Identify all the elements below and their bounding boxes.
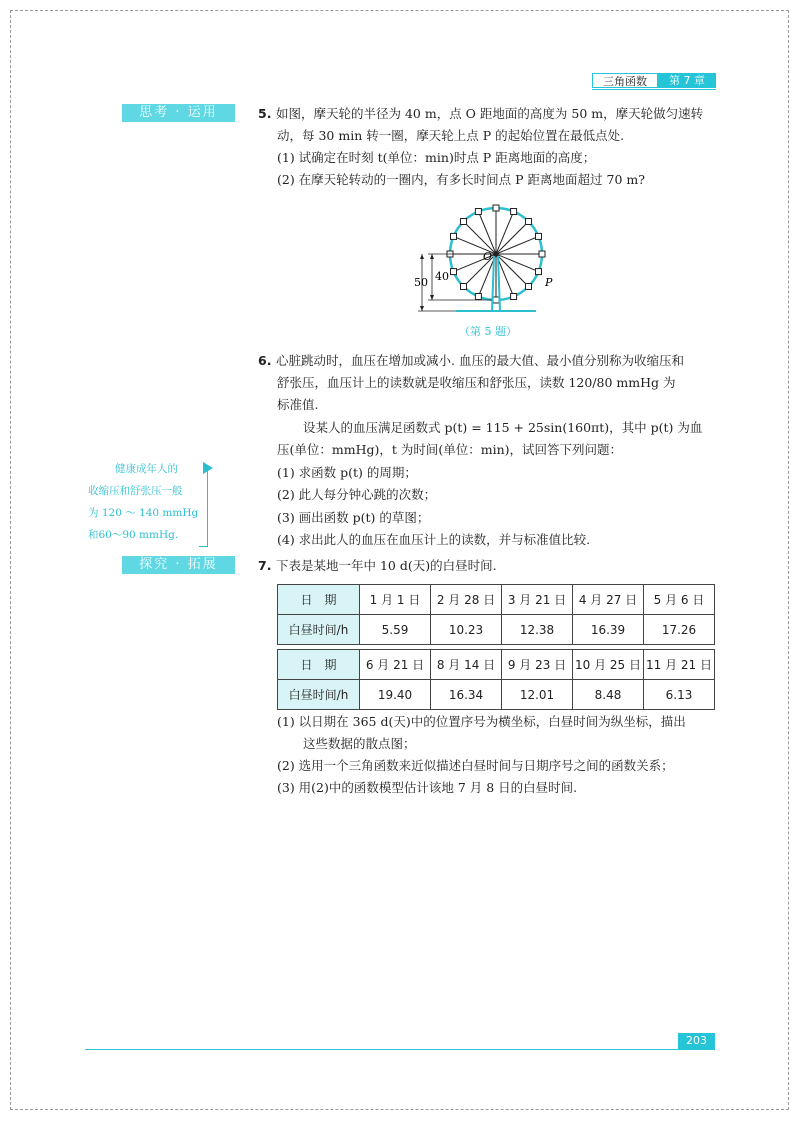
q6-line: (3) 画出函数 p(t) 的草图； [277,510,430,525]
note-bracket-foot [199,546,208,547]
question-number: 7. [258,558,272,573]
table-header-cell: 白昼时间/h [278,615,360,645]
chapter-tag: 第 7 章 [658,73,716,88]
q6-line: (2) 此人每分钟心跳的次数； [277,487,437,502]
table-cell: 17.26 [644,615,715,645]
q6-line: 设某人的血压满足函数式 p(t) = 115 + 25sin(160πt)，其中 p(t) 为血 [303,420,703,435]
table-cell: 10.23 [431,615,502,645]
note-line: 健康成年人的 [115,463,178,475]
note-bracket [207,468,208,546]
q7-intro: 下表是某地一年中 10 d(天)的白昼时间. [276,558,497,573]
q6-line: 标准值. [277,397,319,412]
note-line: 和60～90 mmHg. [88,529,179,541]
table-cell: 1 月 1 日 [360,585,431,615]
note-arrow-icon [203,462,213,474]
table-cell: 6 月 21 日 [360,650,431,680]
table-cell: 12.01 [502,680,573,710]
table-cell: 4 月 27 日 [573,585,644,615]
table-row [278,680,715,710]
q5-line: (1) 试确定在时刻 t(单位：min)时点 P 距离地面的高度； [277,150,596,165]
table-header-cell: 日 期 [278,585,360,615]
q7-line: (3) 用(2)中的函数模型估计该地 7 月 8 日的白昼时间. [277,780,578,795]
footer-rule [85,1049,715,1050]
q6-line: (4) 求出此人的血压在血压计上的读数，并与标准值比较. [277,532,591,547]
question-number: 6. [258,353,272,368]
table-row [278,650,715,680]
header-rule [592,89,716,90]
center-o-label: O [483,250,493,263]
q5-line: (2) 在摩天轮转动的一圈内，有多长时间点 P 距离地面超过 70 m? [277,172,645,187]
table-cell: 19.40 [360,680,431,710]
q5-line: 如图，摩天轮的半径为 40 m，点 O 距地面的高度为 50 m，摩天轮做匀速转 [276,106,704,121]
table-cell: 16.39 [573,615,644,645]
table-cell: 9 月 23 日 [502,650,573,680]
table-row [278,585,715,615]
figure-caption: （第 5 题） [459,325,517,338]
q6-line: 舒张压，血压计上的读数就是收缩压和舒张压，读数 120/80 mmHg 为 [277,375,676,390]
q5-line: 动，每 30 min 转一圈，摩天轮上点 P 的起始位置在最低点处. [277,128,625,143]
table-cell: 3 月 21 日 [502,585,573,615]
dim-40-label: 40 [435,270,449,283]
table-cell: 5.59 [360,615,431,645]
table-row [278,615,715,645]
ferris-wheel-figure [408,196,568,320]
note-line: 为 120 ～ 140 mmHg [88,507,199,519]
table-cell: 8 月 14 日 [431,650,502,680]
q7-line: (2) 选用一个三角函数来近似描述白昼时间与日期序号之间的函数关系； [277,758,674,773]
q7-line: 这些数据的散点图； [303,736,416,751]
section-title: 三角函数 [592,73,658,88]
question-number: 5. [258,106,272,121]
table-cell: 6.13 [644,680,715,710]
point-p-label: P [545,276,553,289]
dim-50-label: 50 [414,276,428,289]
explore-extend-label: 探究 · 拓展 [122,556,235,574]
table-cell: 2 月 28 日 [431,585,502,615]
table-cell: 5 月 6 日 [644,585,715,615]
think-apply-label: 思考 · 运用 [122,104,235,122]
table-cell: 8.48 [573,680,644,710]
table-cell: 10 月 25 日 [573,650,644,680]
daylight-table [277,584,715,710]
note-line: 收缩压和舒张压一般 [88,485,183,497]
table-cell: 12.38 [502,615,573,645]
table-cell: 11 月 21 日 [644,650,715,680]
table-header-cell: 日 期 [278,650,360,680]
q6-line: (1) 求函数 p(t) 的周期； [277,465,417,480]
table-header-cell: 白昼时间/h [278,680,360,710]
q6-line: 压(单位：mmHg)，t 为时间(单位：min)，试回答下列问题： [277,442,623,457]
q7-line: (1) 以日期在 365 d(天)中的位置序号为横坐标，白昼时间为纵坐标，描出 [277,714,686,729]
page-number: 203 [678,1033,715,1049]
q6-line: 心脏跳动时，血压在增加或减小. 血压的最大值、最小值分别称为收缩压和 [276,353,684,368]
table-cell: 16.34 [431,680,502,710]
